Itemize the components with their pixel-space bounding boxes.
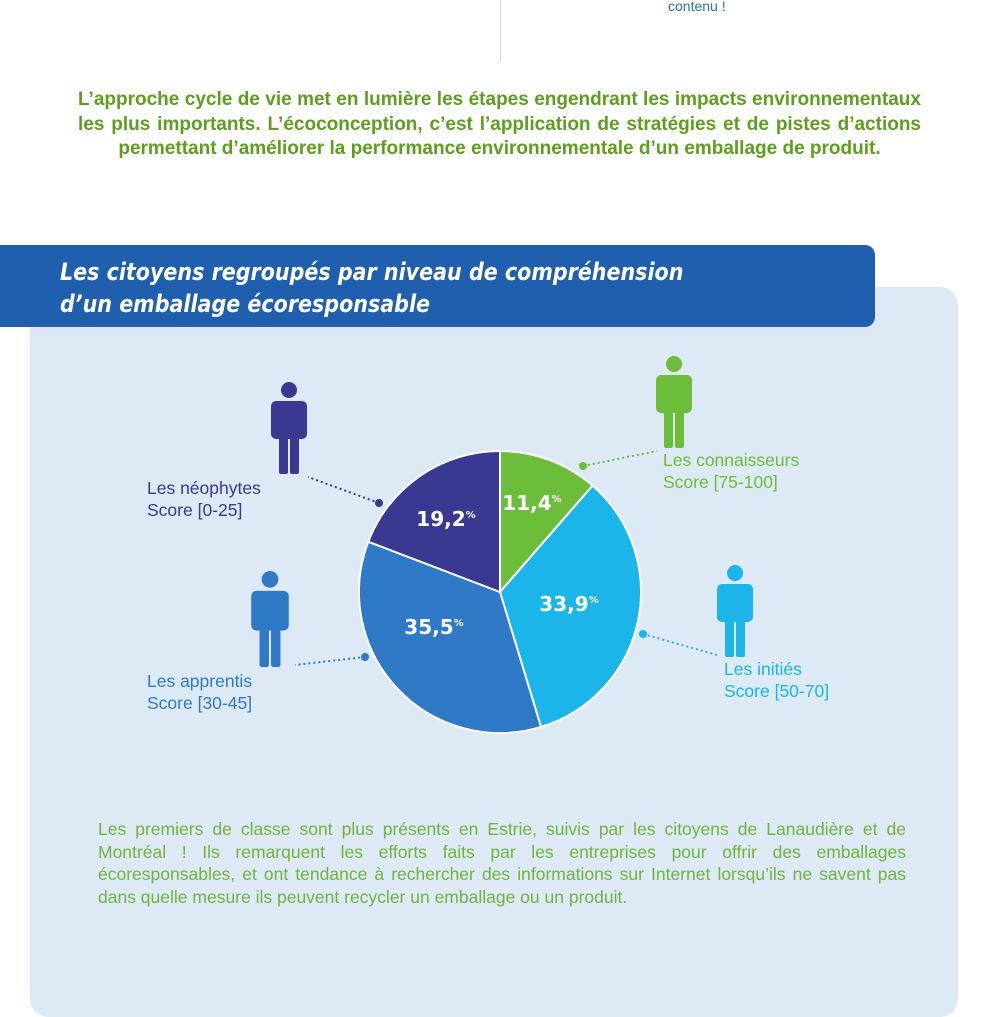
leader-dot-neophytes [375,499,383,507]
value-label-connaisseurs: 11,4% [502,491,562,515]
legend-neophytes-score: Score [0-25] [147,500,243,520]
legend-inities [724,658,829,702]
person-icon [271,382,307,474]
value-label-apprentis: 35,5% [404,615,464,639]
summary-paragraph: Les premiers de classe sont plus présents en Estrie, suivis par les citoyens de Lanaudière et de Montréal ! Ils remarquent les efforts faits par les entreprises pour offrir des emballages écoresponsables, et ont tendance à rechercher des informations sur Internet lorsqu’ils ne savent pas dans quelle mesure ils peuvent recycler un emballage ou un produit. [98,819,906,907]
leader-dot-inities [639,630,647,638]
legend-inities-name: Les initiés [724,659,802,679]
legend-neophytes [147,477,261,521]
pie-chart [0,340,1000,800]
intro-paragraph: L’approche cycle de vie met en lumière les étapes engendrant les impacts environnementaux les plus importants. L’écoconception, c’est l’application de stratégies et de pistes d’actions permettant d’améliorer la performance environnementale d’un emballage de produit. [78,89,921,159]
value-label-neophytes: 19,2% [416,507,476,531]
person-icon [656,356,692,448]
top-text-fragment: contenu ! [668,0,726,14]
leader-line-inities [643,634,717,655]
legend-connaisseurs-name: Les connaisseurs [663,450,800,470]
person-icon [251,571,289,667]
column-divider [500,0,501,62]
leader-line-neophytes [308,477,379,503]
legend-neophytes-name: Les néophytes [147,478,261,498]
leader-line-apprentis [295,657,365,665]
leader-line-connaisseurs [583,451,657,466]
legend-inities-score: Score [50-70] [724,681,830,701]
leader-dot-apprentis [361,653,369,661]
legend-apprentis [147,670,252,714]
legend-connaisseurs-score: Score [75-100] [663,472,778,492]
leader-dot-connaisseurs [579,462,587,470]
value-label-inities: 33,9% [539,592,599,616]
person-icon [717,565,753,657]
section-title: Les citoyens regroupés par niveau de compréhension d’un emballage écoresponsable [60,258,684,318]
legend-apprentis-score: Score [30-45] [147,693,253,713]
legend-connaisseurs [663,449,799,493]
legend-apprentis-name: Les apprentis [147,671,253,691]
